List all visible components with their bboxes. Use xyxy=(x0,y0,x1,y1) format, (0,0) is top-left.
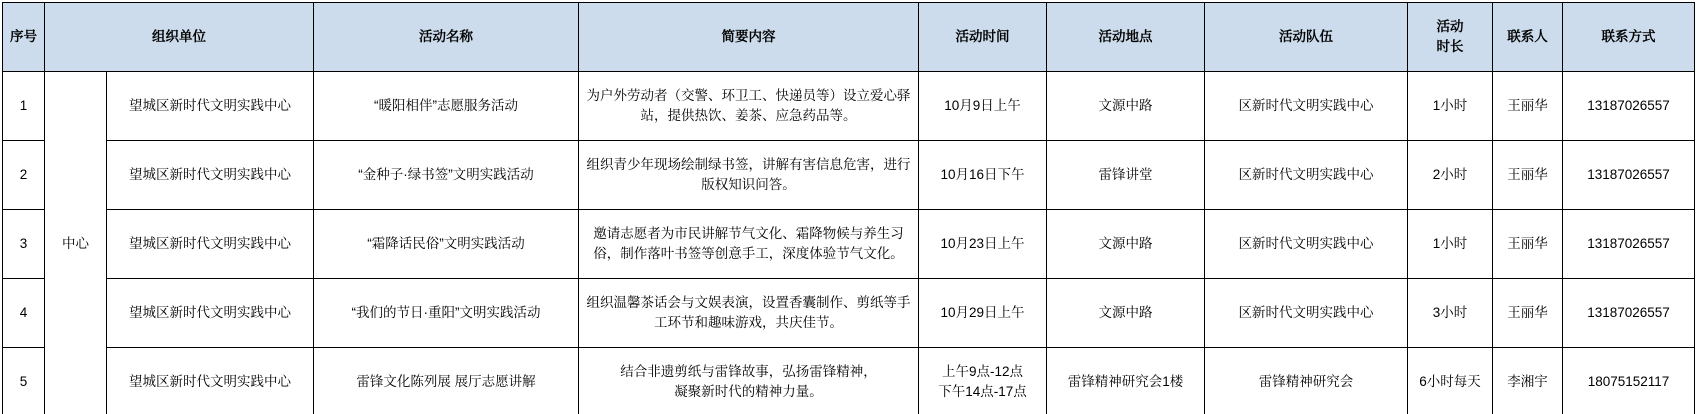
cell-organizer: 望城区新时代文明实践中心 xyxy=(107,348,314,414)
table-row xyxy=(3,348,1695,414)
cell-activity-team: 区新时代文明实践中心 xyxy=(1205,141,1408,210)
header-index: 序号 xyxy=(3,3,45,72)
table-row xyxy=(3,210,1695,279)
header-activity-place: 活动地点 xyxy=(1047,3,1205,72)
cell-activity-time: 10月29日上午 xyxy=(919,279,1047,348)
cell-activity-name: “我们的节日·重阳”文明实践活动 xyxy=(314,279,579,348)
cell-activity-time-line1: 上午9点-12点 xyxy=(941,364,1024,380)
cell-summary: 组织青少年现场绘制绿书签，讲解有害信息危害，进行版权知识问答。 xyxy=(579,141,919,210)
cell-index: 4 xyxy=(3,279,45,348)
cell-organizer: 望城区新时代文明实践中心 xyxy=(107,279,314,348)
cell-activity-team: 区新时代文明实践中心 xyxy=(1205,72,1408,141)
header-activity-time: 活动时间 xyxy=(919,3,1047,72)
cell-summary: 组织温馨茶话会与文娱表演，设置香囊制作、剪纸等手工环节和趣味游戏，共庆佳节。 xyxy=(579,279,919,348)
cell-phone: 18075152117 xyxy=(1563,348,1695,414)
cell-duration: 2小时 xyxy=(1408,141,1493,210)
header-duration-line2: 时长 xyxy=(1436,39,1464,54)
cell-contact: 王丽华 xyxy=(1493,72,1563,141)
cell-activity-place: 雷锋讲堂 xyxy=(1047,141,1205,210)
table-header xyxy=(3,3,1695,72)
cell-index: 3 xyxy=(3,210,45,279)
cell-activity-team: 区新时代文明实践中心 xyxy=(1205,210,1408,279)
cell-activity-name: “暖阳相伴”志愿服务活动 xyxy=(314,72,579,141)
cell-activity-time: 10月23日上午 xyxy=(919,210,1047,279)
cell-activity-place: 文源中路 xyxy=(1047,72,1205,141)
cell-index: 1 xyxy=(3,72,45,141)
cell-activity-time-line2: 下午14点-17点 xyxy=(938,384,1027,399)
cell-duration: 3小时 xyxy=(1408,279,1493,348)
cell-duration: 6小时每天 xyxy=(1408,348,1493,414)
cell-index: 2 xyxy=(3,141,45,210)
table-header-row xyxy=(3,3,1695,72)
cell-organizer: 望城区新时代文明实践中心 xyxy=(107,210,314,279)
activity-table xyxy=(2,2,1695,414)
table-row xyxy=(3,72,1695,141)
header-duration xyxy=(1408,3,1493,72)
header-summary: 简要内容 xyxy=(579,3,919,72)
cell-organizer: 望城区新时代文明实践中心 xyxy=(107,72,314,141)
cell-activity-place: 文源中路 xyxy=(1047,279,1205,348)
cell-phone: 13187026557 xyxy=(1563,210,1695,279)
cell-group-label: 中心 xyxy=(45,72,107,414)
cell-duration: 1小时 xyxy=(1408,72,1493,141)
table-row xyxy=(3,279,1695,348)
table-row xyxy=(3,141,1695,210)
cell-contact: 王丽华 xyxy=(1493,210,1563,279)
cell-duration: 1小时 xyxy=(1408,210,1493,279)
cell-activity-name: 雷锋文化陈列展 展厅志愿讲解 xyxy=(314,348,579,414)
cell-activity-place: 雷锋精神研究会1楼 xyxy=(1047,348,1205,414)
cell-summary-line2: 凝聚新时代的精神力量。 xyxy=(674,384,823,399)
cell-activity-team: 区新时代文明实践中心 xyxy=(1205,279,1408,348)
cell-phone: 13187026557 xyxy=(1563,141,1695,210)
cell-summary: 为户外劳动者（交警、环卫工、快递员等）设立爱心驿站，提供热饮、姜茶、应急药品等。 xyxy=(579,72,919,141)
table-body xyxy=(3,72,1695,414)
header-phone: 联系方式 xyxy=(1563,3,1695,72)
cell-activity-time: 10月9日上午 xyxy=(919,72,1047,141)
cell-contact: 李湘宇 xyxy=(1493,348,1563,414)
cell-activity-team: 雷锋精神研究会 xyxy=(1205,348,1408,414)
cell-activity-name: “金种子·绿书签”文明实践活动 xyxy=(314,141,579,210)
cell-phone: 13187026557 xyxy=(1563,72,1695,141)
cell-activity-place: 文源中路 xyxy=(1047,210,1205,279)
cell-summary xyxy=(579,348,919,414)
header-activity-name: 活动名称 xyxy=(314,3,579,72)
cell-activity-time: 10月16日下午 xyxy=(919,141,1047,210)
header-contact: 联系人 xyxy=(1493,3,1563,72)
cell-contact: 王丽华 xyxy=(1493,141,1563,210)
cell-summary-line1: 结合非遗剪纸与雷锋故事，弘扬雷锋精神， xyxy=(620,364,877,380)
header-activity-team: 活动队伍 xyxy=(1205,3,1408,72)
header-duration-line1: 活动 xyxy=(1436,19,1464,35)
cell-contact: 王丽华 xyxy=(1493,279,1563,348)
cell-phone: 13187026557 xyxy=(1563,279,1695,348)
cell-activity-name: “霜降话民俗”文明实践活动 xyxy=(314,210,579,279)
cell-index: 5 xyxy=(3,348,45,414)
cell-activity-time xyxy=(919,348,1047,414)
cell-summary: 邀请志愿者为市民讲解节气文化、霜降物候与养生习俗，制作落叶书签等创意手工，深度体验节气文化。 xyxy=(579,210,919,279)
cell-organizer: 望城区新时代文明实践中心 xyxy=(107,141,314,210)
header-organizer: 组织单位 xyxy=(45,3,314,72)
